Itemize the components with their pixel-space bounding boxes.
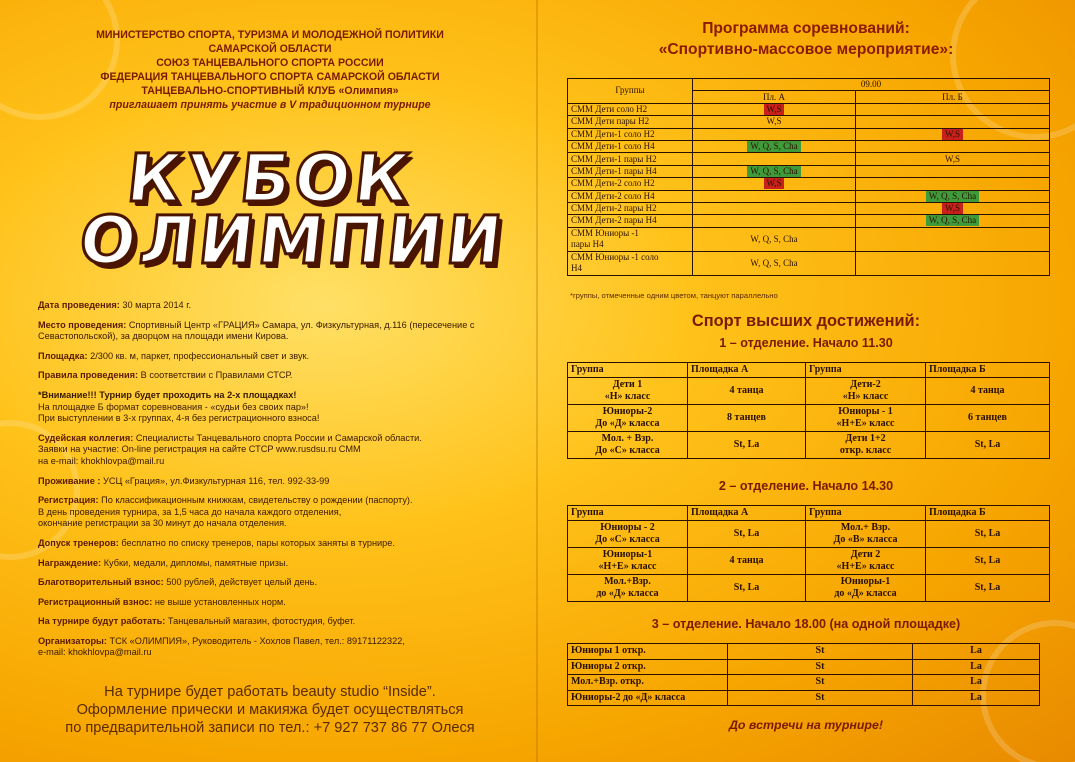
- beauty-line: по предварительной записи по тел.: +7 927 737 86 77 Олеся: [65, 720, 475, 736]
- schedule-court-a: [693, 178, 856, 190]
- schedule-court-a: [693, 202, 856, 214]
- info-date: [38, 300, 508, 312]
- warning-line: При выступлении в 3-х группах, 4-я без регистрационного взноса!: [38, 413, 320, 424]
- division-court-a: 8 танцев: [688, 405, 806, 432]
- division-2-table: [567, 505, 1050, 602]
- division-group: Юниоры 2 откр.: [568, 659, 728, 675]
- schedule-row: [568, 116, 1050, 128]
- division-3-title: 3 – отделение. Начало 18.00 (на одной площадке): [651, 617, 961, 631]
- division-court-b: 4 танца: [926, 378, 1050, 405]
- schedule-group: СММ Дети-1 соло Н4: [568, 140, 693, 152]
- division-court-b: St, La: [926, 432, 1050, 459]
- group-line: СММ Юниоры -1: [571, 228, 639, 239]
- schedule-row: [568, 202, 1050, 214]
- standard-program: St: [728, 644, 913, 660]
- dance-mark: W,S: [945, 153, 960, 164]
- schedule-court-b: [856, 178, 1050, 190]
- division-row: [568, 675, 1040, 691]
- schedule-row: [568, 153, 1050, 165]
- division-group: [568, 432, 688, 459]
- right-page: [537, 0, 1075, 762]
- info-awards: [38, 558, 508, 570]
- group-name: Юниоры - 2: [600, 522, 655, 533]
- program-title: Программа соревнований:: [702, 20, 910, 37]
- division-court-b: 6 танцев: [926, 405, 1050, 432]
- division-row: [568, 548, 1050, 575]
- group-class: до «Д» класса: [596, 588, 659, 599]
- division-3-table: [567, 643, 1040, 706]
- info-value: не выше установленных норм.: [154, 596, 286, 607]
- apply-text: Заявки на участие: On-line регистрация на сайте СТСР www.rusdsu.ru СММ: [38, 444, 361, 455]
- division-3-body: [568, 644, 1040, 706]
- dance-mark: W,S: [942, 129, 963, 140]
- col-header: Площадка Б: [926, 506, 1050, 521]
- group-name: Дети 2: [850, 549, 881, 560]
- group-name: Дети 1+2: [845, 433, 886, 444]
- schedule-row: [568, 251, 1050, 275]
- schedule-group: СММ Дети-1 пары Н4: [568, 165, 693, 177]
- info-value: Кубки, медали, дипломы, памятные призы.: [103, 557, 289, 568]
- schedule-group: СММ Дети-2 соло Н4: [568, 190, 693, 202]
- schedule-court-a: W, Q, S, Cha: [693, 227, 856, 251]
- schedule-court-b: [856, 116, 1050, 128]
- schedule-header-row: [568, 79, 1050, 91]
- division-group: [568, 405, 688, 432]
- info-label: Дата проведения:: [38, 300, 120, 310]
- info-organizers: [38, 636, 508, 659]
- warning-title: *Внимание!!! Турнир будет проходить на 2-х площадках!: [38, 389, 297, 400]
- info-value: Специалисты Танцевального спорта России и Самарской области.: [135, 432, 422, 443]
- schedule-court-b: [856, 215, 1050, 227]
- dance-mark: W, Q, S, Cha: [747, 166, 800, 177]
- beauty-line: Оформление прически и макияжа будет осуществляться: [76, 702, 464, 718]
- info-label: Правила проведения:: [38, 370, 139, 381]
- schedule-footnote: *группы, отмеченные одним цветом, танцуют параллельно: [570, 291, 778, 300]
- division-row: [568, 690, 1040, 706]
- tournament-info: [38, 300, 508, 667]
- groups-header: Группы: [568, 79, 693, 104]
- schedule-court-a: [693, 140, 856, 152]
- info-value: По классификационным книжкам, свидетельству о рождении (паспорту).: [101, 495, 413, 506]
- info-label: Допуск тренеров:: [38, 537, 119, 548]
- standard-program: St: [728, 690, 913, 706]
- beauty-studio-note: [40, 683, 500, 737]
- group-name: Юниоры-1: [840, 576, 891, 587]
- division-group: Юниоры 1 откр.: [568, 644, 728, 660]
- group-class: до «Д» класса: [834, 588, 897, 599]
- division-group: [806, 378, 926, 405]
- organizer-line: ТАНЦЕВАЛЬНО-СПОРТИВНЫЙ КЛУБ «Олимпия»: [141, 85, 399, 97]
- info-area: [38, 351, 508, 363]
- group-line: СММ Юниоры -1 соло: [571, 252, 659, 263]
- division-court-b: St, La: [926, 575, 1050, 602]
- schedule-court-b: [856, 202, 1050, 214]
- group-class: До «В» класса: [833, 534, 898, 545]
- division-court-a: St, La: [688, 575, 806, 602]
- schedule-court-a: [693, 116, 856, 128]
- info-label: Награждение:: [38, 557, 102, 568]
- group-class: «Н» класс: [604, 391, 651, 402]
- dance-mark: W,S: [766, 116, 782, 127]
- division-row: [568, 378, 1050, 405]
- division-court-a: St, La: [688, 432, 806, 459]
- schedule-court-a: [693, 190, 856, 202]
- col-header: Площадка Б: [926, 363, 1050, 378]
- group-line: пары Н4: [571, 239, 604, 250]
- info-place: [38, 320, 508, 343]
- info-label: Площадка:: [38, 350, 88, 361]
- col-header: Площадка А: [688, 363, 806, 378]
- schedule-group: СММ Дети-2 соло Н2: [568, 178, 693, 190]
- schedule-row: [568, 140, 1050, 152]
- info-label: Судейская коллегия:: [38, 432, 134, 443]
- schedule-row: [568, 190, 1050, 202]
- schedule-group: [568, 227, 693, 251]
- schedule-court-b: [856, 103, 1050, 115]
- division-1-title: 1 – отделение. Начало 11.30: [719, 336, 893, 350]
- schedule-row: [568, 178, 1050, 190]
- group-class: До «С» класса: [595, 445, 660, 456]
- division-group: Юниоры-2 до «Д» класса: [568, 690, 728, 706]
- schedule-court-b: [856, 128, 1050, 140]
- col-header: Площадка А: [688, 506, 806, 521]
- schedule-court-b: [856, 140, 1050, 152]
- schedule-court-a: W, Q, S, Cha: [693, 251, 856, 275]
- schedule-row: [568, 215, 1050, 227]
- division-group: [568, 548, 688, 575]
- division-row: [568, 659, 1040, 675]
- group-name: Мол.+Взр.: [604, 576, 651, 587]
- info-rules: [38, 370, 508, 382]
- organizer-line: СОЮЗ ТАНЦЕВАЛЬНОГО СПОРТА РОССИИ: [156, 57, 384, 69]
- schedule-group: СММ Дети-2 пары Н2: [568, 202, 693, 214]
- info-value: Спортивный Центр «ГРАЦИЯ» Самара, ул. Физкультурная, д.116 (пересечение с Севастопольской), за дворцом на площади имени Кирова.: [38, 319, 475, 342]
- group-line: Н4: [571, 263, 582, 274]
- group-class: откр. класс: [839, 445, 892, 456]
- division-header-row: [568, 506, 1050, 521]
- info-label: Благотворительный взнос:: [38, 577, 164, 588]
- group-class: «Н+Е» класс: [598, 561, 657, 572]
- schedule-court-b: [856, 165, 1050, 177]
- division-court-a: 4 танца: [688, 378, 806, 405]
- tournament-logo: [75, 140, 510, 290]
- division-group: [806, 521, 926, 548]
- info-value: бесплатно по списку тренеров, пары которых заняты в турнире.: [121, 537, 395, 548]
- invite-text: приглашает принять участие в V традиционном турнире: [109, 99, 431, 111]
- beauty-line: На турнире будет работать beauty studio “Inside”.: [104, 684, 436, 700]
- schedule-row: [568, 165, 1050, 177]
- dance-mark: W, Q, S, Cha: [926, 191, 979, 202]
- group-name: Дети 1: [612, 379, 643, 390]
- division-group: Мол.+Взр. откр.: [568, 675, 728, 691]
- court-b-header: Пл. Б: [856, 91, 1050, 103]
- info-value: В соответствии с Правилами СТСР.: [140, 370, 293, 381]
- program-subtitle: «Спортивно-массовое мероприятие»:: [658, 41, 954, 58]
- time-header: 09.00: [693, 79, 1050, 91]
- organizer-line: ФЕДЕРАЦИЯ ТАНЦЕВАЛЬНОГО СПОРТА САМАРСКОЙ ОБЛАСТИ: [100, 71, 440, 83]
- schedule-court-b: [856, 227, 1050, 251]
- division-row: [568, 644, 1040, 660]
- latin-program: La: [913, 675, 1040, 691]
- latin-program: La: [913, 644, 1040, 660]
- info-judges: [38, 433, 508, 468]
- group-class: «Н» класс: [842, 391, 889, 402]
- schedule-group: СММ Дети-1 соло Н2: [568, 128, 693, 140]
- division-court-b: St, La: [926, 548, 1050, 575]
- organizer-line: МИНИСТЕРСТВО СПОРТА, ТУРИЗМА И МОЛОДЕЖНОЙ ПОЛИТИКИ: [96, 29, 444, 41]
- info-value: ТСК «ОЛИМПИЯ», Руководитель - Хохлов Павел, тел.: 89171122322,: [109, 635, 405, 646]
- group-class: «Н+Е» класс: [836, 561, 895, 572]
- schedule-group: СММ Дети пары Н2: [568, 116, 693, 128]
- schedule-row: [568, 128, 1050, 140]
- info-services: [38, 616, 508, 628]
- group-class: «Н+Е» класс: [836, 418, 895, 429]
- info-charity: [38, 577, 508, 589]
- division-row: [568, 432, 1050, 459]
- info-label: Организаторы:: [38, 635, 107, 646]
- schedule-row: [568, 227, 1050, 251]
- schedule-court-a: [693, 153, 856, 165]
- court-a-header: Пл. А: [693, 91, 856, 103]
- schedule-court-b: [856, 190, 1050, 202]
- division-court-b: St, La: [926, 521, 1050, 548]
- schedule-court-a: [693, 215, 856, 227]
- info-label: Место проведения:: [38, 319, 127, 330]
- division-group: [806, 575, 926, 602]
- division-row: [568, 521, 1050, 548]
- logo-line-1: КУБОК: [123, 140, 417, 217]
- info-value: 2/300 кв. м, паркет, профессиональный свет и звук.: [90, 350, 310, 361]
- schedule-court-a: [693, 128, 856, 140]
- info-value: окончание регистрации за 30 минут до начала отделения.: [38, 518, 287, 529]
- standard-program: St: [728, 675, 913, 691]
- schedule-court-a: [693, 165, 856, 177]
- info-label: На турнире будут работать:: [38, 616, 166, 627]
- division-group: [568, 521, 688, 548]
- organizers-block: [20, 28, 520, 112]
- division-group: [568, 575, 688, 602]
- schedule-group: СММ Дети-1 пары Н2: [568, 153, 693, 165]
- dance-mark: W, Q, S, Cha: [926, 215, 979, 226]
- info-label: Проживание :: [38, 475, 101, 486]
- group-class: До «Д» класса: [595, 418, 660, 429]
- group-name: Дети-2: [850, 379, 881, 390]
- dance-mark: W, Q, S, Cha: [747, 141, 800, 152]
- dance-mark: W,S: [942, 203, 963, 214]
- division-court-a: 4 танца: [688, 548, 806, 575]
- organizer-line: САМАРСКОЙ ОБЛАСТИ: [208, 43, 332, 55]
- col-header: Группа: [806, 363, 926, 378]
- info-value: УСЦ «Грация», ул.Физкультурная 116, тел. 992-33-99: [103, 475, 330, 486]
- division-1-body: [568, 378, 1050, 459]
- division-group: [806, 548, 926, 575]
- schedule-court-b: [856, 153, 1050, 165]
- schedule-group: СММ Дети соло Н2: [568, 103, 693, 115]
- group-name: Мол. + Взр.: [601, 433, 654, 444]
- latin-program: La: [913, 659, 1040, 675]
- info-value: 30 марта 2014 г.: [122, 300, 192, 310]
- dance-mark: W,S: [764, 178, 785, 189]
- division-2-title: 2 – отделение. Начало 14.30: [718, 479, 894, 493]
- group-name: Юниоры - 1: [838, 406, 893, 417]
- info-registration: [38, 495, 508, 530]
- division-header-row: [568, 363, 1050, 378]
- division-group: [568, 378, 688, 405]
- info-coaches: [38, 538, 508, 550]
- group-name: Юниоры-1: [602, 549, 653, 560]
- dance-mark: W,S: [764, 104, 785, 115]
- standard-program: St: [728, 659, 913, 675]
- schedule-group: СММ Дети-2 пары Н4: [568, 215, 693, 227]
- schedule-court-a: [693, 103, 856, 115]
- schedule-row: [568, 103, 1050, 115]
- division-group: [806, 405, 926, 432]
- division-2-body: [568, 521, 1050, 602]
- group-class: До «С» класса: [595, 534, 660, 545]
- division-1-table: [567, 362, 1050, 459]
- division-court-a: St, La: [688, 521, 806, 548]
- group-name: Мол.+ Взр.: [840, 522, 891, 533]
- division-row: [568, 405, 1050, 432]
- info-value: 500 рублей, действует целый день.: [166, 577, 317, 588]
- col-header: Группа: [568, 506, 688, 521]
- info-label: Регистрационный взнос:: [38, 596, 153, 607]
- warning-line: На площадке Б формат соревнования - «судьи без своих пар»!: [38, 401, 309, 412]
- left-page: [0, 0, 537, 762]
- section-title: Спорт высших достижений:: [691, 312, 921, 330]
- info-label: Регистрация:: [38, 495, 99, 506]
- info-stay: [38, 476, 508, 488]
- info-value: Танцевальный магазин, фотостудия, буфет.: [167, 616, 356, 627]
- division-row: [568, 575, 1050, 602]
- mass-event-schedule: [567, 78, 1050, 276]
- group-name: Юниоры-2: [602, 406, 653, 417]
- schedule-group: [568, 251, 693, 275]
- latin-program: La: [913, 690, 1040, 706]
- info-warning: [38, 390, 508, 425]
- schedule-body: [568, 103, 1050, 227]
- col-header: Группа: [806, 506, 926, 521]
- logo-line-2: ОЛИМПИИ: [75, 202, 510, 279]
- schedule-court-b: [856, 251, 1050, 275]
- apply-email: на e-mail: khokhlovpa@mail.ru: [38, 455, 165, 466]
- info-value: В день проведения турнира, за 1,5 часа до начала каждого отделения,: [38, 506, 342, 517]
- organizer-email: e-mail: khokhlovpa@mail.ru: [38, 647, 152, 658]
- col-header: Группа: [568, 363, 688, 378]
- info-fee: [38, 597, 508, 609]
- goodbye-text: До встречи на турнире!: [728, 718, 884, 732]
- division-group: [806, 432, 926, 459]
